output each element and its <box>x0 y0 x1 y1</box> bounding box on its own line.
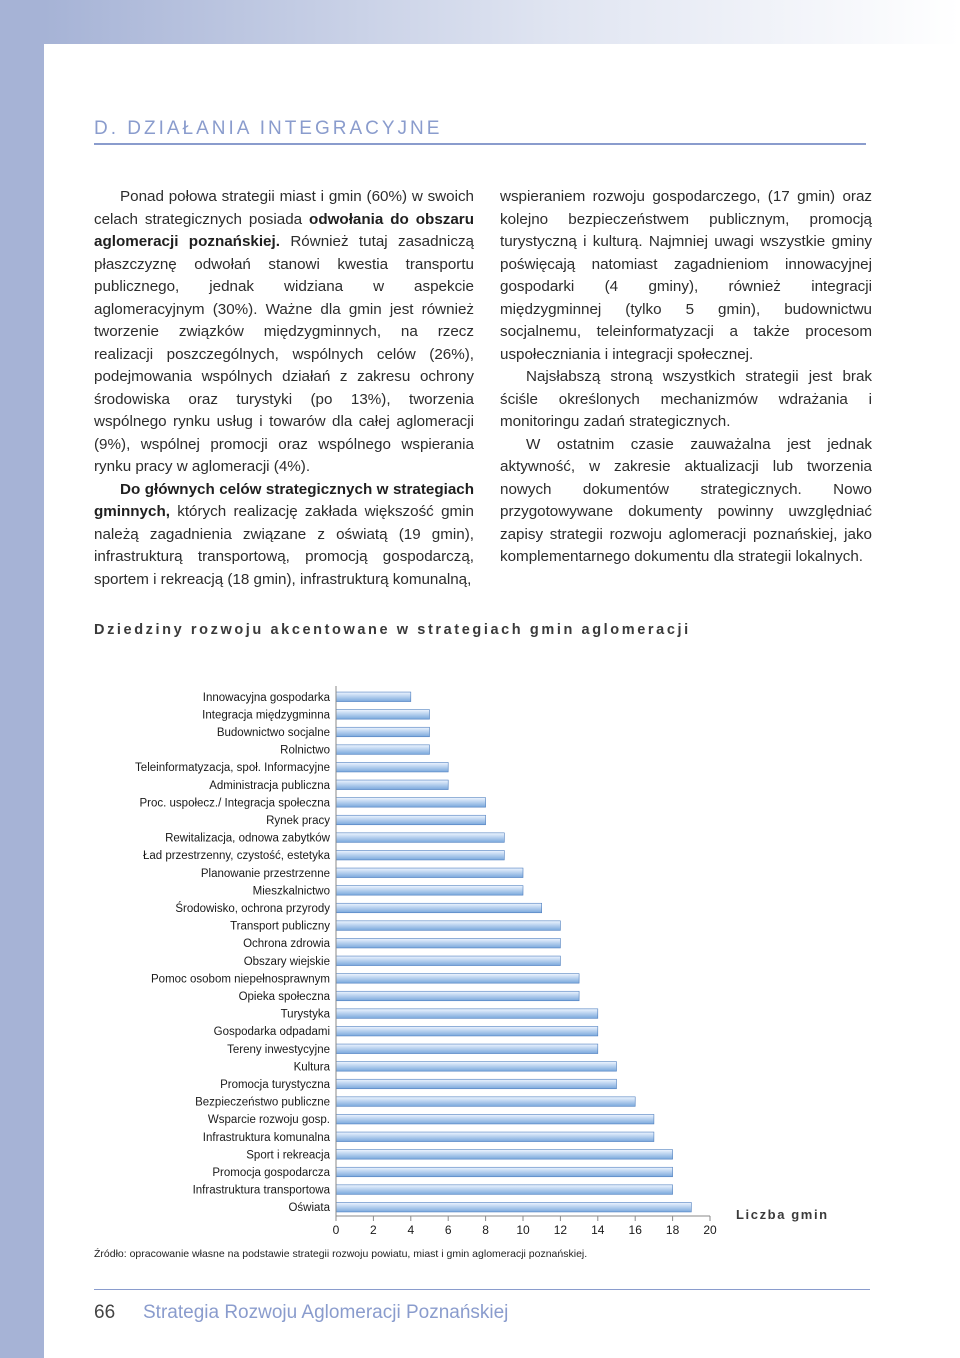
bar <box>336 710 430 720</box>
category-label: Rewitalizacja, odnowa zabytków <box>165 832 330 845</box>
category-label: Rynek pracy <box>266 815 330 827</box>
x-tick-label: 16 <box>628 1223 642 1237</box>
chart-category-labels <box>135 692 331 1214</box>
section-title: D. DZIAŁANIA INTEGRACYJNE <box>94 118 866 145</box>
bar <box>336 956 560 966</box>
bar <box>336 1026 598 1036</box>
paragraph: Ponad połowa strategii miast i gmin (60%) w swoich celach strategicznych posiada odwołania do obszaru aglomeracji poznańskiej. Również tutaj zasadniczą płaszczyznę odwołań stanowi kwestia transportu publicznego, jednak widziana w aspekcie aglomeracyjnym (30%). Ważne dla gmin jest również tworzenie związków międzygminnych, na rzecz realizacji poszczególnych, wspólnych celów (26%), podejmowania wspólnych działań z zakresu ochrony środowiska oraz turystyki (po 13%), tworzenia wspólnego rynku usług i towarów dla całej aglomeracji (9%), wspólnej promocji oraz wspólnego wspierania rynku pracy w aglomeracji (4%). <box>94 188 474 475</box>
category-label: Mieszkalnictwo <box>252 885 330 898</box>
category-label: Innowacyjna gospodarka <box>202 691 330 704</box>
category-label: Promocja gospodarcza <box>212 1167 330 1179</box>
category-label: Tereny inwestycyjne <box>227 1043 330 1056</box>
page-number: 66 <box>94 1302 116 1323</box>
category-label: Obszary wiejskie <box>243 955 330 968</box>
bar <box>336 921 560 931</box>
bar <box>336 1062 617 1072</box>
bar <box>336 692 411 702</box>
bar <box>336 1202 691 1212</box>
bar <box>336 938 560 948</box>
bar <box>336 780 448 790</box>
publication-title: Strategia Rozwoju Aglomeracji Poznańskiej <box>143 1302 509 1323</box>
paragraph: Do głównych celów strategicznych w strategiach gminnych, których realizację zakłada większość gmin należą zagadnienia związane z oświatą (19 gmin), infrastrukturą transportową, promocją gospodarczą, sportem i rekreacją (18 gmin), infrastrukturą komunalną, <box>94 480 474 588</box>
category-label: Ochrona zdrowia <box>243 938 330 951</box>
x-tick-label: 18 <box>665 1223 680 1237</box>
bar <box>336 991 579 1001</box>
paragraph: Najsłabszą stroną wszystkich strategii jest brak ściśle określonych mechanizmów wdrażania i monitoringu zadań strategicznych. <box>500 368 872 430</box>
bar-chart <box>120 680 720 1245</box>
category-label: Planowanie przestrzenne <box>200 867 330 880</box>
category-label: Budownictwo socjalne <box>216 727 330 739</box>
category-label: Wsparcie rozwoju gosp. <box>207 1114 330 1127</box>
category-label: Integracja międzygminna <box>202 709 330 722</box>
category-label: Promocja turystyczna <box>220 1079 330 1091</box>
x-tick-label: 12 <box>553 1223 568 1237</box>
category-label: Sport i rekreacja <box>246 1149 330 1162</box>
x-tick-label: 6 <box>444 1223 452 1237</box>
footer-divider <box>94 1289 870 1290</box>
left-text-column <box>94 186 474 591</box>
paragraph: W ostatnim czasie zauważalna jest jednak aktywność, w zakresie aktualizacji lub tworzenia nowych dokumentów strategicznych. Nowo przygotowywane dokumenty powinny uwzględniać zapisy strategii rozwoju aglomeracji poznańskiej, jako komplementarnego dokumentu dla strategii lokalnych. <box>500 435 872 565</box>
x-tick-label: 4 <box>407 1223 415 1237</box>
x-tick-label: 8 <box>482 1223 489 1237</box>
x-tick-label: 0 <box>332 1223 340 1237</box>
side-color-band <box>0 0 44 1358</box>
bar <box>336 833 504 843</box>
category-label: Turystyka <box>280 1008 330 1021</box>
bar <box>336 1114 654 1124</box>
bar <box>336 745 430 755</box>
chart-bars <box>336 692 691 1212</box>
bar <box>336 762 448 772</box>
bar <box>336 868 523 878</box>
bar <box>336 1009 598 1019</box>
bar <box>336 850 504 860</box>
right-text-column <box>500 186 872 569</box>
source-note: Źródło: opracowanie własne na podstawie strategii rozwoju powiatu, miast i gmin aglomeracji poznańskiej. <box>94 1248 588 1260</box>
category-label: Ład przestrzenny, czystość, estetyka <box>142 850 330 863</box>
category-label: Proc. uspołecz./ Integracja społeczna <box>139 797 330 810</box>
category-label: Infrastruktura transportowa <box>192 1184 330 1197</box>
bar <box>336 1044 598 1054</box>
chart-title: Dziedziny rozwoju akcentowane w strategiach gmin aglomeracji <box>94 622 691 638</box>
bold-phrase: Do głównych celów strategicznych w strategiach gminnych, <box>94 480 474 520</box>
bar <box>336 903 542 913</box>
category-label: Infrastruktura komunalna <box>202 1131 330 1144</box>
bar <box>336 815 486 825</box>
category-label: Pomoc osobom niepełnosprawnym <box>151 973 330 986</box>
x-axis-label: Liczba gmin <box>736 1207 829 1222</box>
x-tick-label: 14 <box>591 1223 605 1237</box>
category-label: Teleinformatyzacja, społ. Informacyjne <box>135 762 330 775</box>
bar <box>336 1150 673 1160</box>
bar <box>336 727 430 737</box>
bar <box>336 974 579 984</box>
category-label: Opieka społeczna <box>238 991 330 1003</box>
x-tick-label: 2 <box>370 1223 377 1237</box>
top-color-band <box>44 0 960 44</box>
bold-phrase: odwołania do obszaru aglomeracji poznańskiej. <box>94 210 474 250</box>
bar <box>336 1079 617 1089</box>
category-label: Transport publiczny <box>230 920 330 933</box>
category-label: Administracja publiczna <box>209 779 330 792</box>
category-label: Oświata <box>288 1202 330 1215</box>
bar <box>336 1167 673 1177</box>
bar <box>336 1132 654 1142</box>
category-label: Kultura <box>293 1061 330 1074</box>
category-label: Środowisko, ochrona przyrody <box>175 903 330 915</box>
x-tick-label: 20 <box>703 1223 717 1237</box>
bar <box>336 886 523 896</box>
category-label: Rolnictwo <box>280 744 330 757</box>
category-label: Gospodarka odpadami <box>213 1026 330 1039</box>
bar <box>336 798 486 808</box>
x-tick-label: 10 <box>516 1223 530 1237</box>
bar <box>336 1097 635 1107</box>
category-label: Bezpieczeństwo publiczne <box>195 1096 330 1109</box>
bar <box>336 1185 673 1195</box>
paragraph: wspieraniem rozwoju gospodarczego, (17 gmin) oraz kolejno bezpieczeństwem publicznym, promocją turystyczną i kulturą. Najmniej uwagi wszystkie gminy poświęcają natomiast zagadnieniom innowacyjnej gospodarki (4 gminy), również integracji międzygminnej (tylko 5 gmin), budownictwu socjalnemu, teleinformatyzacji a także procesom uspołeczniania i integracji społecznej. <box>500 188 872 363</box>
